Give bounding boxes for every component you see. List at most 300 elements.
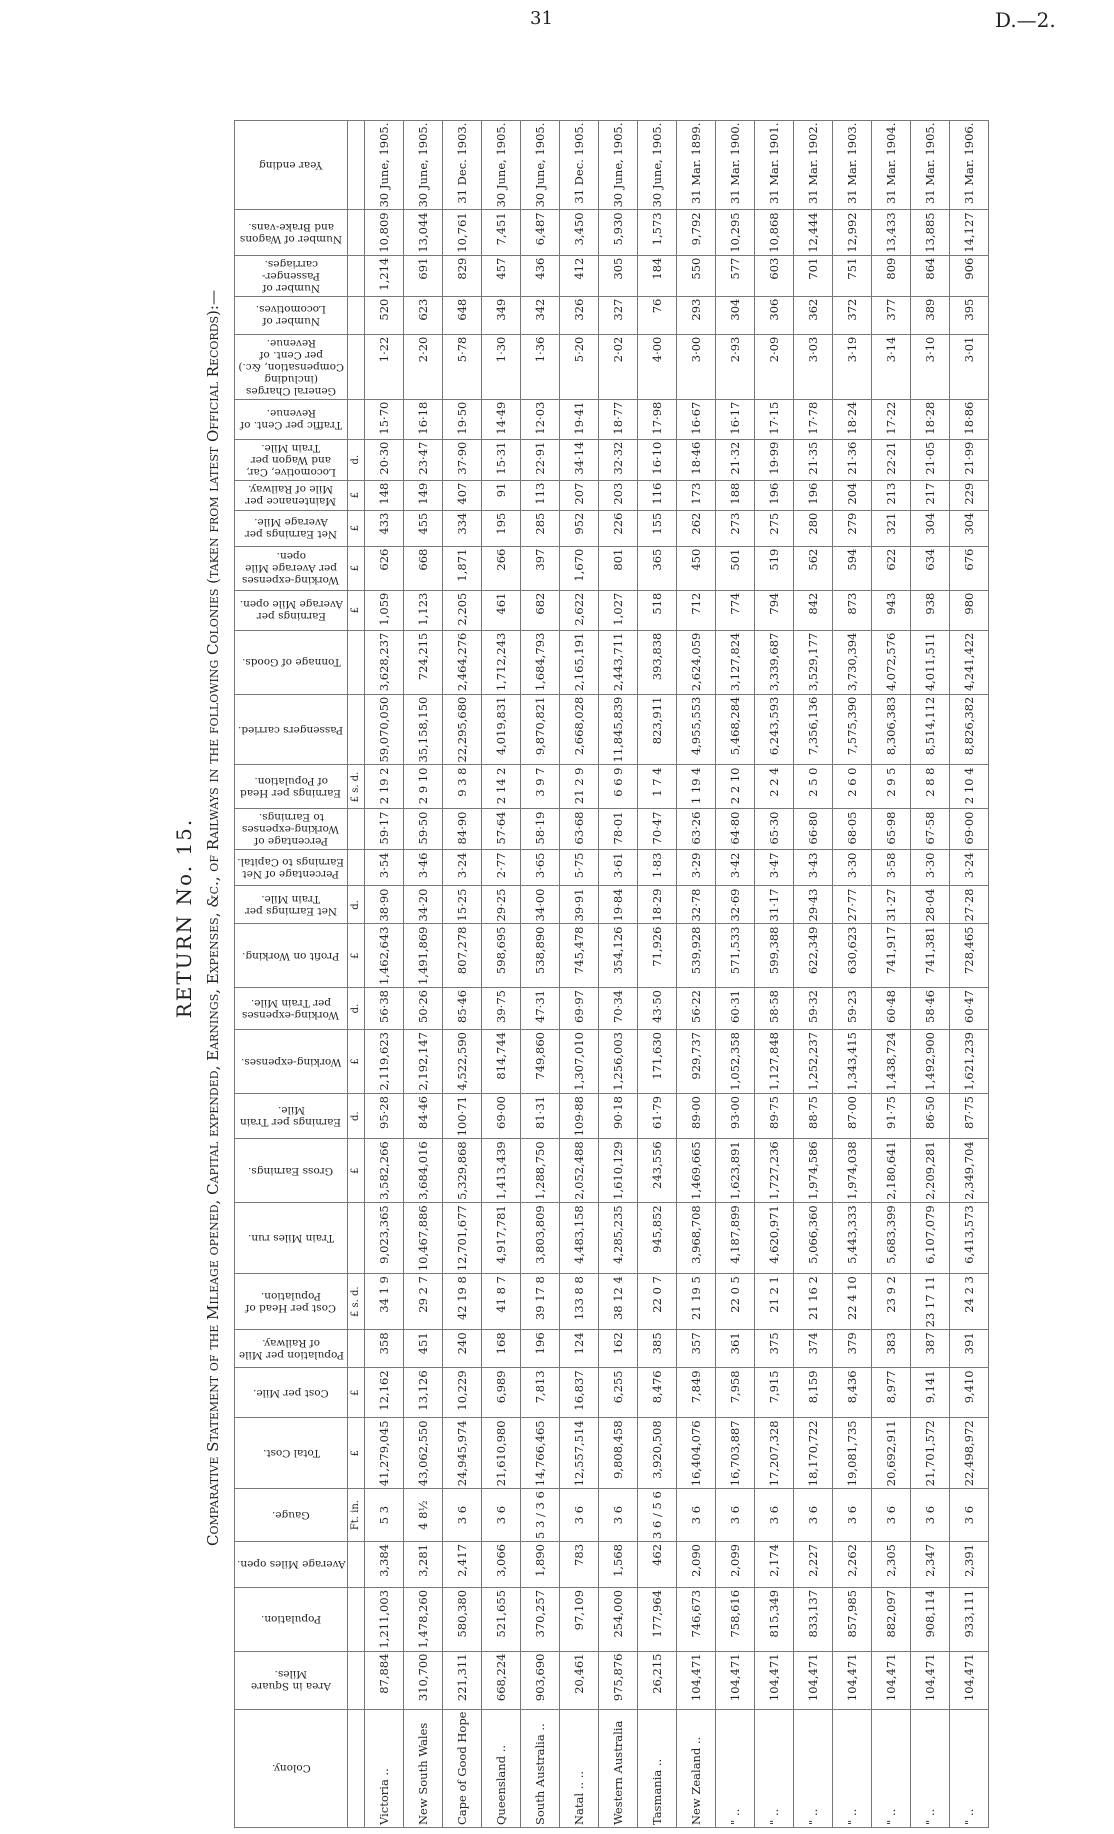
table-cell: 1,462,643	[365, 924, 404, 988]
table-cell: 372	[833, 296, 872, 334]
table-cell: 7,958	[716, 1368, 755, 1418]
table-cell: 56·22	[677, 988, 716, 1030]
table-cell: 1,727,236	[755, 1139, 794, 1203]
table-cell: 18·46	[677, 439, 716, 480]
table-cell: 306	[755, 296, 794, 334]
table-cell: 3,339,687	[755, 630, 794, 694]
table-cell: 2 9 10	[404, 765, 443, 809]
table-cell: 58·46	[911, 988, 950, 1030]
table-cell: 104,471	[872, 1651, 911, 1709]
unit-cell: £	[348, 1368, 365, 1418]
column-header	[235, 1489, 348, 1542]
table-cell: 1·36	[521, 334, 560, 399]
column-header	[235, 988, 348, 1030]
table-cell: 1,027	[599, 590, 638, 630]
table-cell: 32·32	[599, 439, 638, 480]
table-cell: 69·00	[482, 1094, 521, 1139]
table-cell: 279	[833, 510, 872, 546]
table-cell: 3 6	[599, 1489, 638, 1542]
table-cell: 580,380	[443, 1587, 482, 1651]
table-cell: 17·22	[872, 399, 911, 439]
table-cell: 22·91	[521, 439, 560, 480]
table-cell: 15·70	[365, 399, 404, 439]
table-cell: 42 19 8	[443, 1274, 482, 1330]
table-row	[872, 120, 911, 1827]
table-cell: 43·50	[638, 988, 677, 1030]
unit-cell	[348, 1541, 365, 1587]
table-cell: 58·19	[521, 809, 560, 850]
table-cell: 4,483,158	[560, 1203, 599, 1274]
table-cell: 377	[872, 296, 911, 334]
table-cell: 9,023,365	[365, 1203, 404, 1274]
table-cell: 701	[794, 255, 833, 296]
table-cell: 362	[794, 296, 833, 334]
table-cell: 1,568	[599, 1541, 638, 1587]
column-header	[235, 850, 348, 886]
table-cell: 8,977	[872, 1368, 911, 1418]
table-cell: 393,838	[638, 630, 677, 694]
table-cell: 387	[911, 1330, 950, 1368]
table-row	[911, 120, 950, 1827]
table-cell: 304	[716, 296, 755, 334]
table-cell: 30 June, 1905.	[482, 120, 521, 210]
table-cell: 10,229	[443, 1368, 482, 1418]
rotated-table-container	[160, 8, 1114, 1828]
table-cell: 12,992	[833, 210, 872, 255]
table-cell: 2 9 5	[872, 765, 911, 809]
table-cell: 168	[482, 1330, 521, 1368]
table-cell: 407	[443, 480, 482, 510]
table-cell: 20,461	[560, 1651, 599, 1709]
table-cell: 16·67	[677, 399, 716, 439]
unit-cell	[348, 1587, 365, 1651]
table-cell: 5,930	[599, 210, 638, 255]
table-cell: 60·31	[716, 988, 755, 1030]
table-cell: 451	[404, 1330, 443, 1368]
table-cell: 104,471	[677, 1651, 716, 1709]
table-cell: 20,692,911	[872, 1418, 911, 1489]
table-cell: 2,624,059	[677, 630, 716, 694]
table-cell: 43,062,550	[404, 1418, 443, 1489]
table-cell: 342	[521, 296, 560, 334]
column-header-label: Working-expenses per Train Mile.	[242, 996, 340, 1021]
table-cell: 21·99	[950, 439, 989, 480]
table-cell: 305	[599, 255, 638, 296]
table-cell: 12,444	[794, 210, 833, 255]
table-cell: 13,433	[872, 210, 911, 255]
table-cell: 538,890	[521, 924, 560, 988]
table-cell: 2 6 0	[833, 765, 872, 809]
table-cell: 2,209,281	[911, 1139, 950, 1203]
table-cell: 23 9 2	[872, 1274, 911, 1330]
table-cell: 16,703,887	[716, 1418, 755, 1489]
table-cell: 19·41	[560, 399, 599, 439]
table-cell: 9,792	[677, 210, 716, 255]
table-cell: 5 3	[365, 1489, 404, 1542]
colony-cell: " ..	[833, 1709, 872, 1827]
table-cell: 8,436	[833, 1368, 872, 1418]
table-cell: 3·00	[677, 334, 716, 399]
table-cell: 162	[599, 1330, 638, 1368]
table-cell: 577	[716, 255, 755, 296]
table-cell: 4,187,899	[716, 1203, 755, 1274]
table-cell: 829	[443, 255, 482, 296]
table-cell: 3·30	[833, 850, 872, 886]
table-cell: 327	[599, 296, 638, 334]
column-header	[235, 255, 348, 296]
table-cell: 65·30	[755, 809, 794, 850]
table-cell: 59·17	[365, 809, 404, 850]
table-cell: 21·05	[911, 439, 950, 480]
column-header	[235, 630, 348, 694]
table-cell: 4,072,576	[872, 630, 911, 694]
table-cell: 357	[677, 1330, 716, 1368]
table-cell: 16·18	[404, 399, 443, 439]
table-cell: 37·90	[443, 439, 482, 480]
table-cell: 745,478	[560, 924, 599, 988]
table-cell: 90·18	[599, 1094, 638, 1139]
table-cell: 226	[599, 510, 638, 546]
table-cell: 385	[638, 1330, 677, 1368]
table-cell: 12,701,677	[443, 1203, 482, 1274]
table-cell: 19·99	[755, 439, 794, 480]
table-cell: 18·77	[599, 399, 638, 439]
column-header-label: Profit on Working.	[242, 949, 340, 962]
table-cell: 18·24	[833, 399, 872, 439]
table-cell: 243,556	[638, 1139, 677, 1203]
table-cell: 2·93	[716, 334, 755, 399]
table-cell: 326	[560, 296, 599, 334]
table-cell: 7,813	[521, 1368, 560, 1418]
table-cell: 943	[872, 590, 911, 630]
unit-cell: Ft. in.	[348, 1489, 365, 1542]
table-cell: 3·61	[599, 850, 638, 886]
table-cell: 461	[482, 590, 521, 630]
column-header-label: Working-expenses per Average Mile open.	[242, 550, 340, 587]
table-cell: 945,852	[638, 1203, 677, 1274]
colony-cell: Natal .. ..	[560, 1709, 599, 1827]
table-cell: 3 6	[950, 1489, 989, 1542]
table-cell: 97,109	[560, 1587, 599, 1651]
table-cell: 4 8½	[404, 1489, 443, 1542]
table-cell: 1,288,750	[521, 1139, 560, 1203]
table-cell: 2 14 2	[482, 765, 521, 809]
table-cell: 18·86	[950, 399, 989, 439]
table-cell: 1,623,891	[716, 1139, 755, 1203]
table-cell: 133 8 8	[560, 1274, 599, 1330]
table-cell: 2,305	[872, 1541, 911, 1587]
table-cell: 571,533	[716, 924, 755, 988]
table-cell: 2·02	[599, 334, 638, 399]
column-header	[235, 1709, 348, 1827]
table-cell: 383	[872, 1330, 911, 1368]
table-cell: 29·43	[794, 886, 833, 924]
column-header-label: Average Miles open.	[236, 1558, 346, 1571]
table-cell: 188	[716, 480, 755, 510]
table-cell: 519	[755, 546, 794, 590]
table-cell: 47·31	[521, 988, 560, 1030]
table-cell: 3·47	[755, 850, 794, 886]
table-cell: 15·25	[443, 886, 482, 924]
table-cell: 31 Mar. 1906.	[950, 120, 989, 210]
column-header	[235, 1203, 348, 1274]
unit-cell	[348, 809, 365, 850]
table-cell: 724,215	[404, 630, 443, 694]
table-cell: 908,114	[911, 1587, 950, 1651]
table-cell: 32·69	[716, 886, 755, 924]
table-cell: 1,684,793	[521, 630, 560, 694]
table-cell: 2,165,191	[560, 630, 599, 694]
table-cell: 66·80	[794, 809, 833, 850]
table-cell: 648	[443, 296, 482, 334]
table-row	[833, 120, 872, 1827]
table-row	[950, 120, 989, 1827]
table-body	[365, 120, 989, 1827]
table-cell: 217	[911, 480, 950, 510]
table-cell: 1,890	[521, 1541, 560, 1587]
table-cell: 436	[521, 255, 560, 296]
table-cell: 3 6	[911, 1489, 950, 1542]
table-cell: 58·58	[755, 988, 794, 1030]
table-cell: 462	[638, 1541, 677, 1587]
table-cell: 229	[950, 480, 989, 510]
table-cell: 39 17 8	[521, 1274, 560, 1330]
table-cell: 389	[911, 296, 950, 334]
column-header-label: Cost per Head of Population.	[245, 1289, 337, 1314]
table-cell: 758,616	[716, 1587, 755, 1651]
table-cell: 31 Mar. 1902.	[794, 120, 833, 210]
table-cell: 104,471	[716, 1651, 755, 1709]
table-cell: 3 6	[482, 1489, 521, 1542]
unit-cell: d.	[348, 886, 365, 924]
table-cell: 1,610,129	[599, 1139, 638, 1203]
table-cell: 5·20	[560, 334, 599, 399]
table-cell: 3,968,708	[677, 1203, 716, 1274]
table-cell: 1,492,900	[911, 1030, 950, 1094]
column-header-label: Percentage of Working-expenses to Earnings.	[242, 811, 340, 848]
column-header-label: Passengers carried.	[238, 723, 344, 736]
table-cell: 16,837	[560, 1368, 599, 1418]
unit-cell: £ s. d.	[348, 1274, 365, 1330]
table-cell: 3·10	[911, 334, 950, 399]
table-cell: 3,066	[482, 1541, 521, 1587]
table-cell: 13,885	[911, 210, 950, 255]
table-cell: 623	[404, 296, 443, 334]
table-cell: 741,917	[872, 924, 911, 988]
table-cell: 2,174	[755, 1541, 794, 1587]
column-header	[235, 886, 348, 924]
table-cell: 39·75	[482, 988, 521, 1030]
table-cell: 196	[521, 1330, 560, 1368]
table-cell: 17,207,328	[755, 1418, 794, 1489]
table-cell: 89·75	[755, 1094, 794, 1139]
table-cell: 34 1 9	[365, 1274, 404, 1330]
table-cell: 184	[638, 255, 677, 296]
table-cell: 3·65	[521, 850, 560, 886]
table-cell: 196	[794, 480, 833, 510]
table-cell: 3,628,237	[365, 630, 404, 694]
table-cell: 275	[755, 510, 794, 546]
table-cell: 3,582,266	[365, 1139, 404, 1203]
table-cell: 1·83	[638, 850, 677, 886]
table-cell: 266	[482, 546, 521, 590]
table-cell: 14·49	[482, 399, 521, 439]
table-cell: 69·00	[950, 809, 989, 850]
table-cell: 4,522,590	[443, 1030, 482, 1094]
unit-cell: £	[348, 924, 365, 988]
table-cell: 2,347	[911, 1541, 950, 1587]
table-cell: 91	[482, 480, 521, 510]
table-cell: 11,845,839	[599, 694, 638, 765]
table-cell: 29 2 7	[404, 1274, 443, 1330]
table-cell: 57·64	[482, 809, 521, 850]
table-cell: 34·20	[404, 886, 443, 924]
table-cell: 668	[404, 546, 443, 590]
table-cell: 3 6	[833, 1489, 872, 1542]
table-cell: 3 6	[560, 1489, 599, 1542]
unit-cell	[348, 1330, 365, 1368]
column-header	[235, 924, 348, 988]
table-cell: 365	[638, 546, 677, 590]
table-cell: 3,730,394	[833, 630, 872, 694]
table-cell: 262	[677, 510, 716, 546]
table-cell: 21·32	[716, 439, 755, 480]
table-cell: 2 8 8	[911, 765, 950, 809]
table-cell: 310,700	[404, 1651, 443, 1709]
table-cell: 104,471	[911, 1651, 950, 1709]
table-cell: 41,279,045	[365, 1418, 404, 1489]
table-cell: 68·05	[833, 809, 872, 850]
table-cell: 254,000	[599, 1587, 638, 1651]
column-header-label: Number of Wagons and Brake-vans.	[239, 220, 343, 245]
column-header	[235, 1418, 348, 1489]
table-cell: 455	[404, 510, 443, 546]
unit-cell: £	[348, 510, 365, 546]
table-cell: 30 June, 1905.	[599, 120, 638, 210]
colony-cell: New Zealand ..	[677, 1709, 716, 1827]
table-cell: 2,668,028	[560, 694, 599, 765]
page-number: 31	[530, 8, 553, 29]
table-cell: 56·38	[365, 988, 404, 1030]
table-cell: 1,871	[443, 546, 482, 590]
table-cell: 2,180,641	[872, 1139, 911, 1203]
table-cell: 31 Dec. 1905.	[560, 120, 599, 210]
table-cell: 17·98	[638, 399, 677, 439]
table-cell: 1,469,665	[677, 1139, 716, 1203]
table-cell: 16·10	[638, 439, 677, 480]
column-header	[235, 1274, 348, 1330]
table-cell: 518	[638, 590, 677, 630]
column-header	[235, 590, 348, 630]
table-cell: 5·78	[443, 334, 482, 399]
table-cell: 361	[716, 1330, 755, 1368]
table-cell: 594	[833, 546, 872, 590]
table-cell: 31 Dec. 1903.	[443, 120, 482, 210]
table-cell: 4,620,971	[755, 1203, 794, 1274]
table-cell: 18·28	[911, 399, 950, 439]
table-cell: 833,137	[794, 1587, 833, 1651]
table-cell: 23 17 11	[911, 1274, 950, 1330]
table-cell: 221,311	[443, 1651, 482, 1709]
table-cell: 2·20	[404, 334, 443, 399]
table-cell: 104,471	[755, 1651, 794, 1709]
table-cell: 622,349	[794, 924, 833, 988]
unit-cell	[348, 1709, 365, 1827]
table-cell: 7,849	[677, 1368, 716, 1418]
table-cell: 1 7 4	[638, 765, 677, 809]
return-subheading: Comparative Statement of the Mileage opened, Capital expended, Earnings, Expenses, &c., of Railways in the following Colonies (taken from latest Official Records):—	[204, 290, 222, 1546]
column-header-label: Locomotive, Car, and Wagon per Train Mile.	[246, 441, 336, 478]
unit-cell: £	[348, 1418, 365, 1489]
table-cell: 113	[521, 480, 560, 510]
table-cell: 3·29	[677, 850, 716, 886]
table-cell: 814,744	[482, 1030, 521, 1094]
table-cell: 93·00	[716, 1094, 755, 1139]
column-header-label: Year ending	[259, 159, 323, 172]
table-cell: 12·03	[521, 399, 560, 439]
table-cell: 61·79	[638, 1094, 677, 1139]
table-cell: 20·30	[365, 439, 404, 480]
table-cell: 3·24	[443, 850, 482, 886]
table-cell: 1,413,439	[482, 1139, 521, 1203]
table-cell: 22,498,972	[950, 1418, 989, 1489]
table-cell: 84·90	[443, 809, 482, 850]
table-cell: 682	[521, 590, 560, 630]
table-cell: 88·75	[794, 1094, 833, 1139]
table-cell: 3·01	[950, 334, 989, 399]
table-row	[794, 120, 833, 1827]
table-cell: 2·09	[755, 334, 794, 399]
table-cell: 2,464,276	[443, 630, 482, 694]
table-cell: 1,059	[365, 590, 404, 630]
table-cell: 397	[521, 546, 560, 590]
table-cell: 630,623	[833, 924, 872, 988]
table-cell: 903,690	[521, 1651, 560, 1709]
table-cell: 2,227	[794, 1541, 833, 1587]
table-cell: 8,826,382	[950, 694, 989, 765]
colony-cell: " ..	[794, 1709, 833, 1827]
table-row	[599, 120, 638, 1827]
table-cell: 3,127,824	[716, 630, 755, 694]
column-header-label: Total Cost.	[262, 1447, 320, 1460]
table-cell: 24 2 3	[950, 1274, 989, 1330]
table-cell: 31 Mar. 1901.	[755, 120, 794, 210]
column-header	[235, 809, 348, 850]
table-cell: 6 6 9	[599, 765, 638, 809]
table-cell: 7,356,136	[794, 694, 833, 765]
colony-cell: " ..	[911, 1709, 950, 1827]
table-cell: 207	[560, 480, 599, 510]
table-cell: 32·78	[677, 886, 716, 924]
table-cell: 794	[755, 590, 794, 630]
unit-cell	[348, 1203, 365, 1274]
table-cell: 9,870,821	[521, 694, 560, 765]
table-cell: 17·78	[794, 399, 833, 439]
table-cell: 29·25	[482, 886, 521, 924]
table-cell: 933,111	[950, 1587, 989, 1651]
table-cell: 5,066,360	[794, 1203, 833, 1274]
unit-cell	[348, 850, 365, 886]
table-cell: 2 2 4	[755, 765, 794, 809]
table-cell: 24,945,974	[443, 1418, 482, 1489]
table-cell: 22 4 10	[833, 1274, 872, 1330]
table-cell: 1,343,415	[833, 1030, 872, 1094]
table-cell: 7,451	[482, 210, 521, 255]
table-cell: 204	[833, 480, 872, 510]
table-cell: 7,915	[755, 1368, 794, 1418]
table-cell: 3·24	[950, 850, 989, 886]
table-cell: 1,252,237	[794, 1030, 833, 1094]
